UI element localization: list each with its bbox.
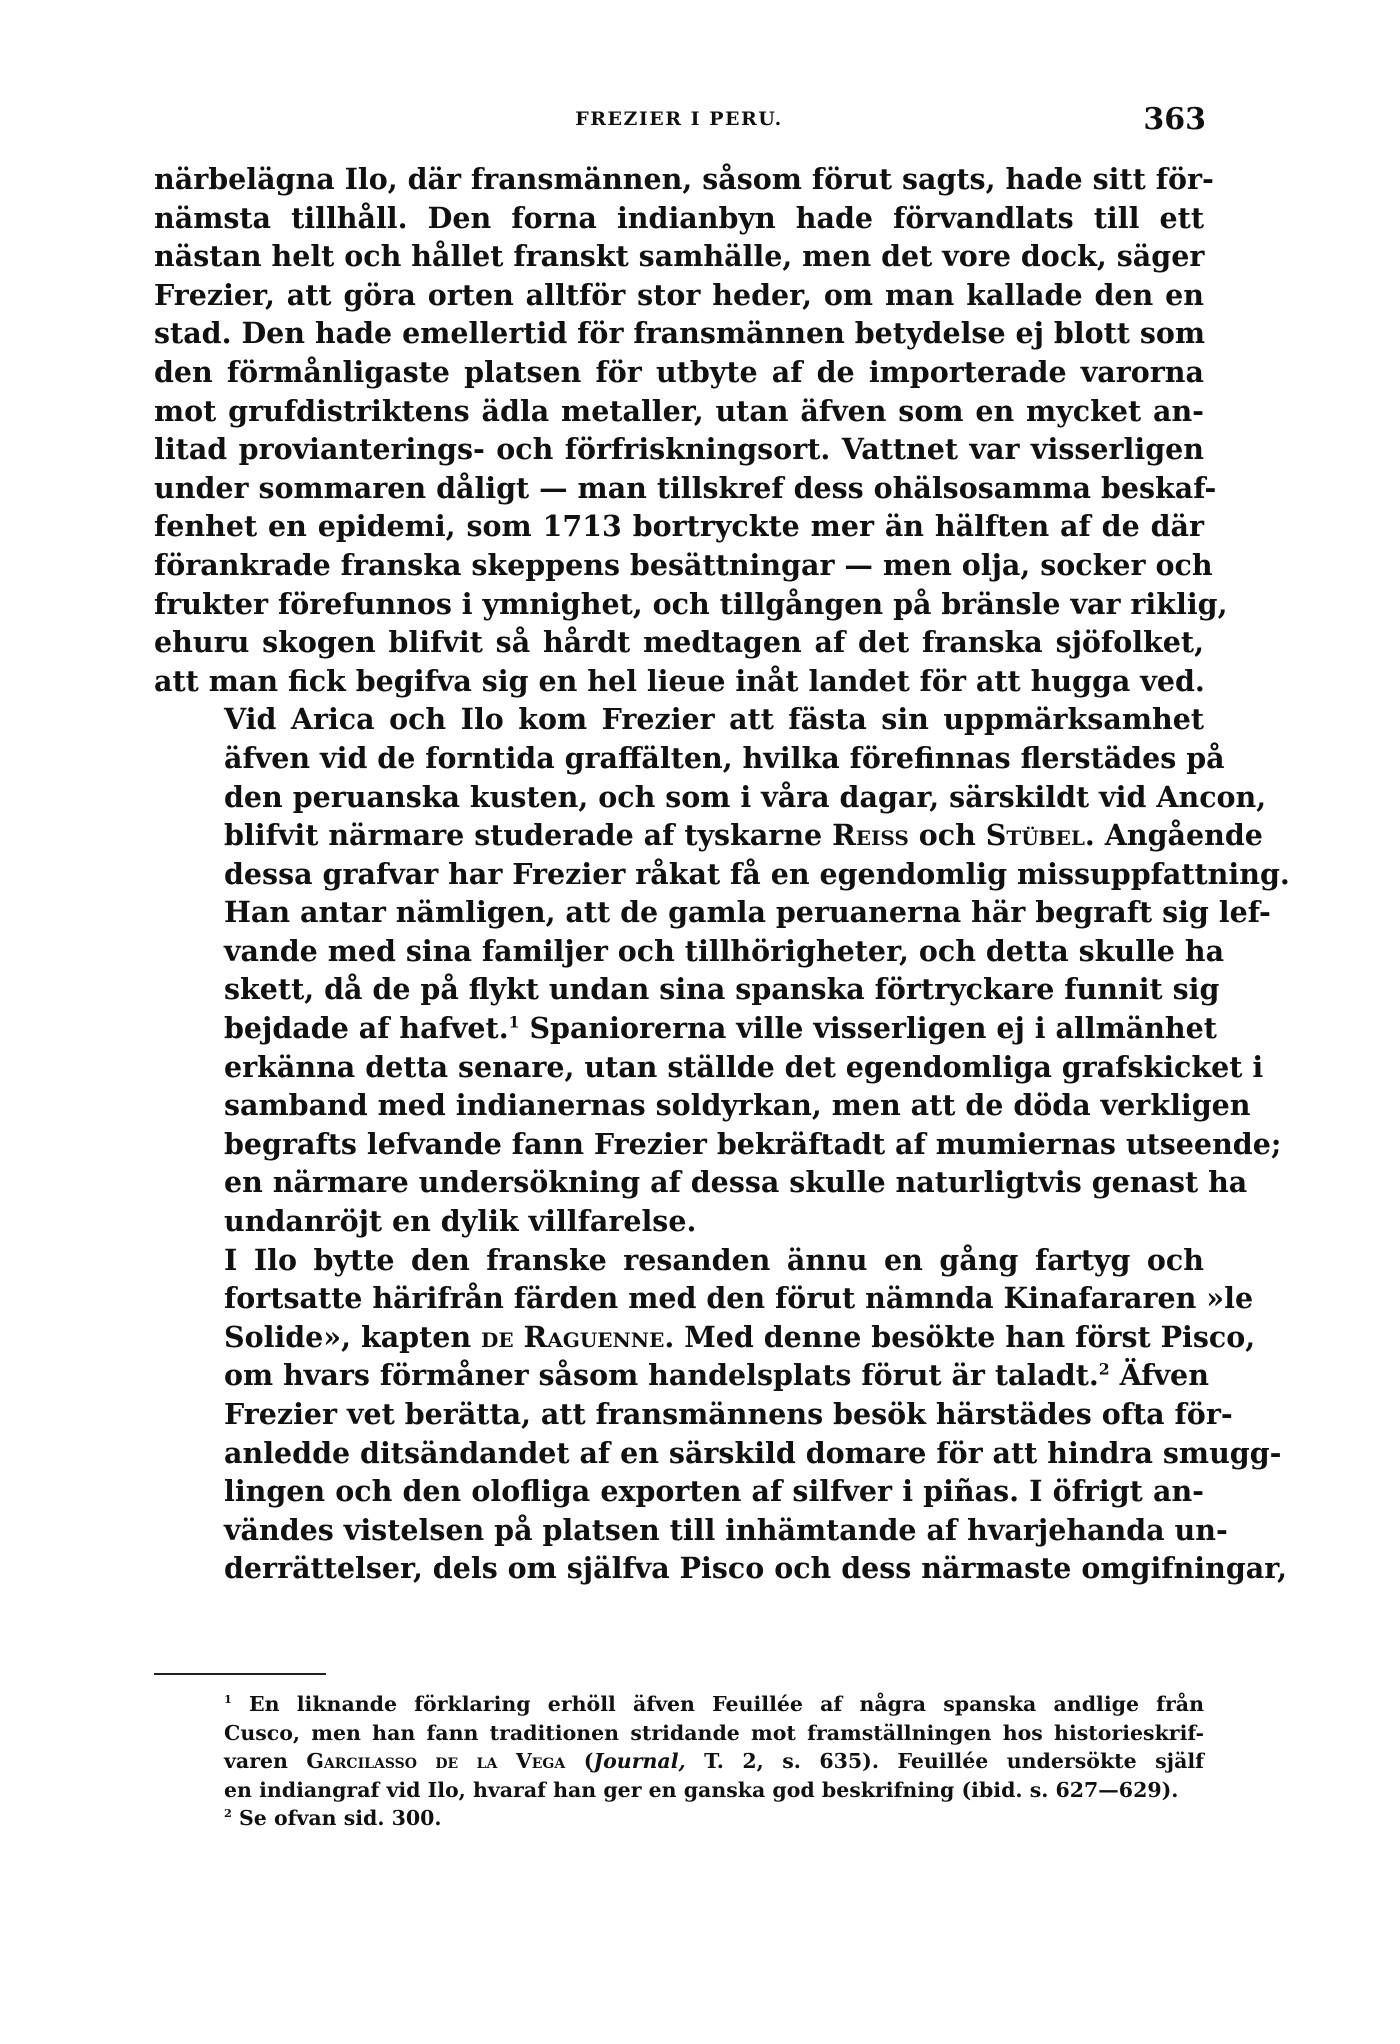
text-line: anledde ditsändandet af en särskild domare för att hindra smugg-	[224, 1435, 1282, 1470]
text-line: fortsatte härifrån färden med den förut nämnda Kinafararen »le	[224, 1281, 1254, 1316]
text-line: derrättelser, dels om själfva Pisco och dess närmaste omgifningar,	[224, 1551, 1288, 1586]
text-line: den peruanska kusten, och som i våra dagar, särskildt vid Ancon,	[224, 779, 1267, 814]
footnotes	[154, 1690, 1204, 1833]
text-line: begrafts lefvande fann Frezier bekräftadt af mumiernas utseende;	[224, 1126, 1282, 1161]
text-line: fenhet en epidemi, som 1713 bortryckte mer än hälften af de där	[154, 509, 1204, 544]
footnote-2	[154, 1804, 1204, 1833]
text-fragment: Äfven	[1109, 1358, 1209, 1393]
author-name-reiss: Reiss	[832, 818, 909, 853]
text-line: dessa grafvar har Frezier råkat få en egendomlig missuppfattning.	[224, 856, 1290, 891]
footnote-line	[154, 1747, 1204, 1776]
footnote-marker-1: 1	[224, 1692, 232, 1707]
footnote-ref-1: 1	[508, 1012, 520, 1032]
text-fragment: Spaniorerna ville visserligen ej i allmänhet	[519, 1011, 1217, 1046]
text-fragment: En liknande förklaring erhöll äfven Feuillée af några spanska andlige från	[231, 1692, 1204, 1716]
text-fragment: . Med denne besökte han först Pisco,	[664, 1319, 1256, 1354]
text-fragment: . Angående	[1084, 818, 1263, 853]
author-name-garcilasso: Garcilasso de la Vega	[306, 1749, 566, 1774]
paragraph-1	[154, 160, 1228, 700]
text-line: lingen och den olofliga exporten af silfver i piñas. I öfrigt an-	[224, 1474, 1204, 1509]
text-line: den förmånligaste platsen för utbyte af de importerade varorna	[154, 354, 1204, 389]
text-line: vande med sina familjer och tillhörigheter, och detta skulle ha	[224, 933, 1225, 968]
captain-name: de Raguenne	[481, 1319, 665, 1354]
text-line: äfven vid de forntida graffälten, hvilka förefinnas flerstädes på	[224, 740, 1225, 775]
text-line: nästan helt och hållet franskt samhälle, men det vore dock, säger	[154, 239, 1205, 274]
text-line: förankrade franska skeppens besättningar — men olja, socker och	[154, 547, 1213, 582]
footnote-ref-2: 2	[1098, 1359, 1110, 1379]
text-fragment: varen	[224, 1749, 307, 1774]
text-line	[154, 1356, 1209, 1395]
text-fragment: blifvit närmare studerade af tyskarne	[224, 818, 833, 853]
text-line: mot grufdistriktens ädla metaller, utan äfven som en mycket an-	[154, 393, 1204, 428]
text-line: litad provianterings- och förfriskningsort. Vattnet var visserligen	[154, 432, 1204, 467]
footnote-line: en indiangraf vid Ilo, hvaraf han ger en ganska god beskrifning (ibid. s. 627—629).	[224, 1777, 1179, 1802]
text-line: nämsta tillhåll. Den forna indianbyn hade förvandlats till ett	[154, 200, 1204, 235]
footnote-line: Cusco, men han fann traditionen stridande mot framställningen hos historieskrif-	[224, 1720, 1204, 1745]
author-name-stubel: Stübel	[985, 818, 1085, 853]
text-line: under sommaren dåligt — man tillskref dess ohälsosamma beskaf-	[154, 470, 1217, 505]
text-line: Han antar nämligen, att de gamla peruanerna här begraft sig lef-	[224, 895, 1271, 930]
text-fragment: (	[565, 1749, 594, 1774]
body-text	[154, 160, 1290, 1588]
text-line: Frezier, att göra orten alltför stor heder, om man kallade den en	[154, 277, 1204, 312]
running-title: FREZIER I PERU.	[575, 108, 783, 130]
text-fragment: Solide», kapten	[224, 1319, 482, 1354]
text-line: stad. Den hade emellertid för fransmännen betydelse ej blott som	[154, 316, 1206, 351]
journal-title: Journal,	[593, 1749, 686, 1774]
text-line: I Ilo bytte den franske resanden ännu en gång fartyg och	[224, 1242, 1204, 1277]
footnote-line	[154, 1804, 1204, 1833]
footnote-line	[154, 1690, 1204, 1719]
text-line: Frezier vet berätta, att fransmännens besök härstädes ofta för-	[224, 1397, 1233, 1431]
text-line: samband med indianernas soldyrkan, men att de döda verkligen	[224, 1088, 1251, 1123]
footnote-marker-2: 2	[224, 1806, 232, 1821]
page-header	[152, 102, 1206, 148]
text-fragment: och	[908, 818, 986, 853]
text-line: Vid Arica och Ilo kom Frezier att fästa sin uppmärksamhet	[224, 702, 1204, 737]
text-line: närbelägna Ilo, där fransmännen, såsom förut sagts, hade sitt för-	[154, 162, 1214, 196]
text-line: skett, då de på flykt undan sina spanska förtryckare funnit sig	[224, 972, 1220, 1007]
text-fragment: bejdade af hafvet.	[224, 1011, 509, 1046]
text-line: vändes vistelsen på platsen till inhämtande af hvarjehanda un-	[224, 1512, 1228, 1547]
paragraph-2	[154, 700, 1290, 1240]
text-line: undanröjt en dylik villfarelse.	[224, 1204, 697, 1239]
text-line	[154, 1009, 1217, 1048]
text-fragment: Se ofvan sid. 300.	[231, 1806, 442, 1831]
paragraph-3	[154, 1241, 1288, 1588]
text-line: en närmare undersökning af dessa skulle naturligtvis genast ha	[224, 1165, 1248, 1200]
text-line: ehuru skogen blifvit så hårdt medtagen af det franska sjöfolket,	[154, 625, 1204, 660]
text-line: frukter förefunnos i ymnighet, och tillgången på bränsle var riklig,	[154, 586, 1228, 621]
text-line	[154, 816, 1263, 855]
page-number: 363	[1143, 102, 1206, 137]
text-line: erkänna detta senare, utan ställde det egendomliga grafskicket i	[224, 1049, 1264, 1084]
text-line: att man fick begifva sig en hel lieue inåt landet för att hugga ved.	[154, 663, 1205, 698]
text-line	[154, 1318, 1256, 1357]
footnote-rule	[154, 1673, 326, 1675]
text-fragment: om hvars förmåner såsom handelsplats förut är taladt.	[224, 1358, 1099, 1393]
footnote-1	[154, 1690, 1204, 1804]
text-fragment: T. 2, s. 635). Feuillée undersökte själf	[685, 1749, 1204, 1774]
